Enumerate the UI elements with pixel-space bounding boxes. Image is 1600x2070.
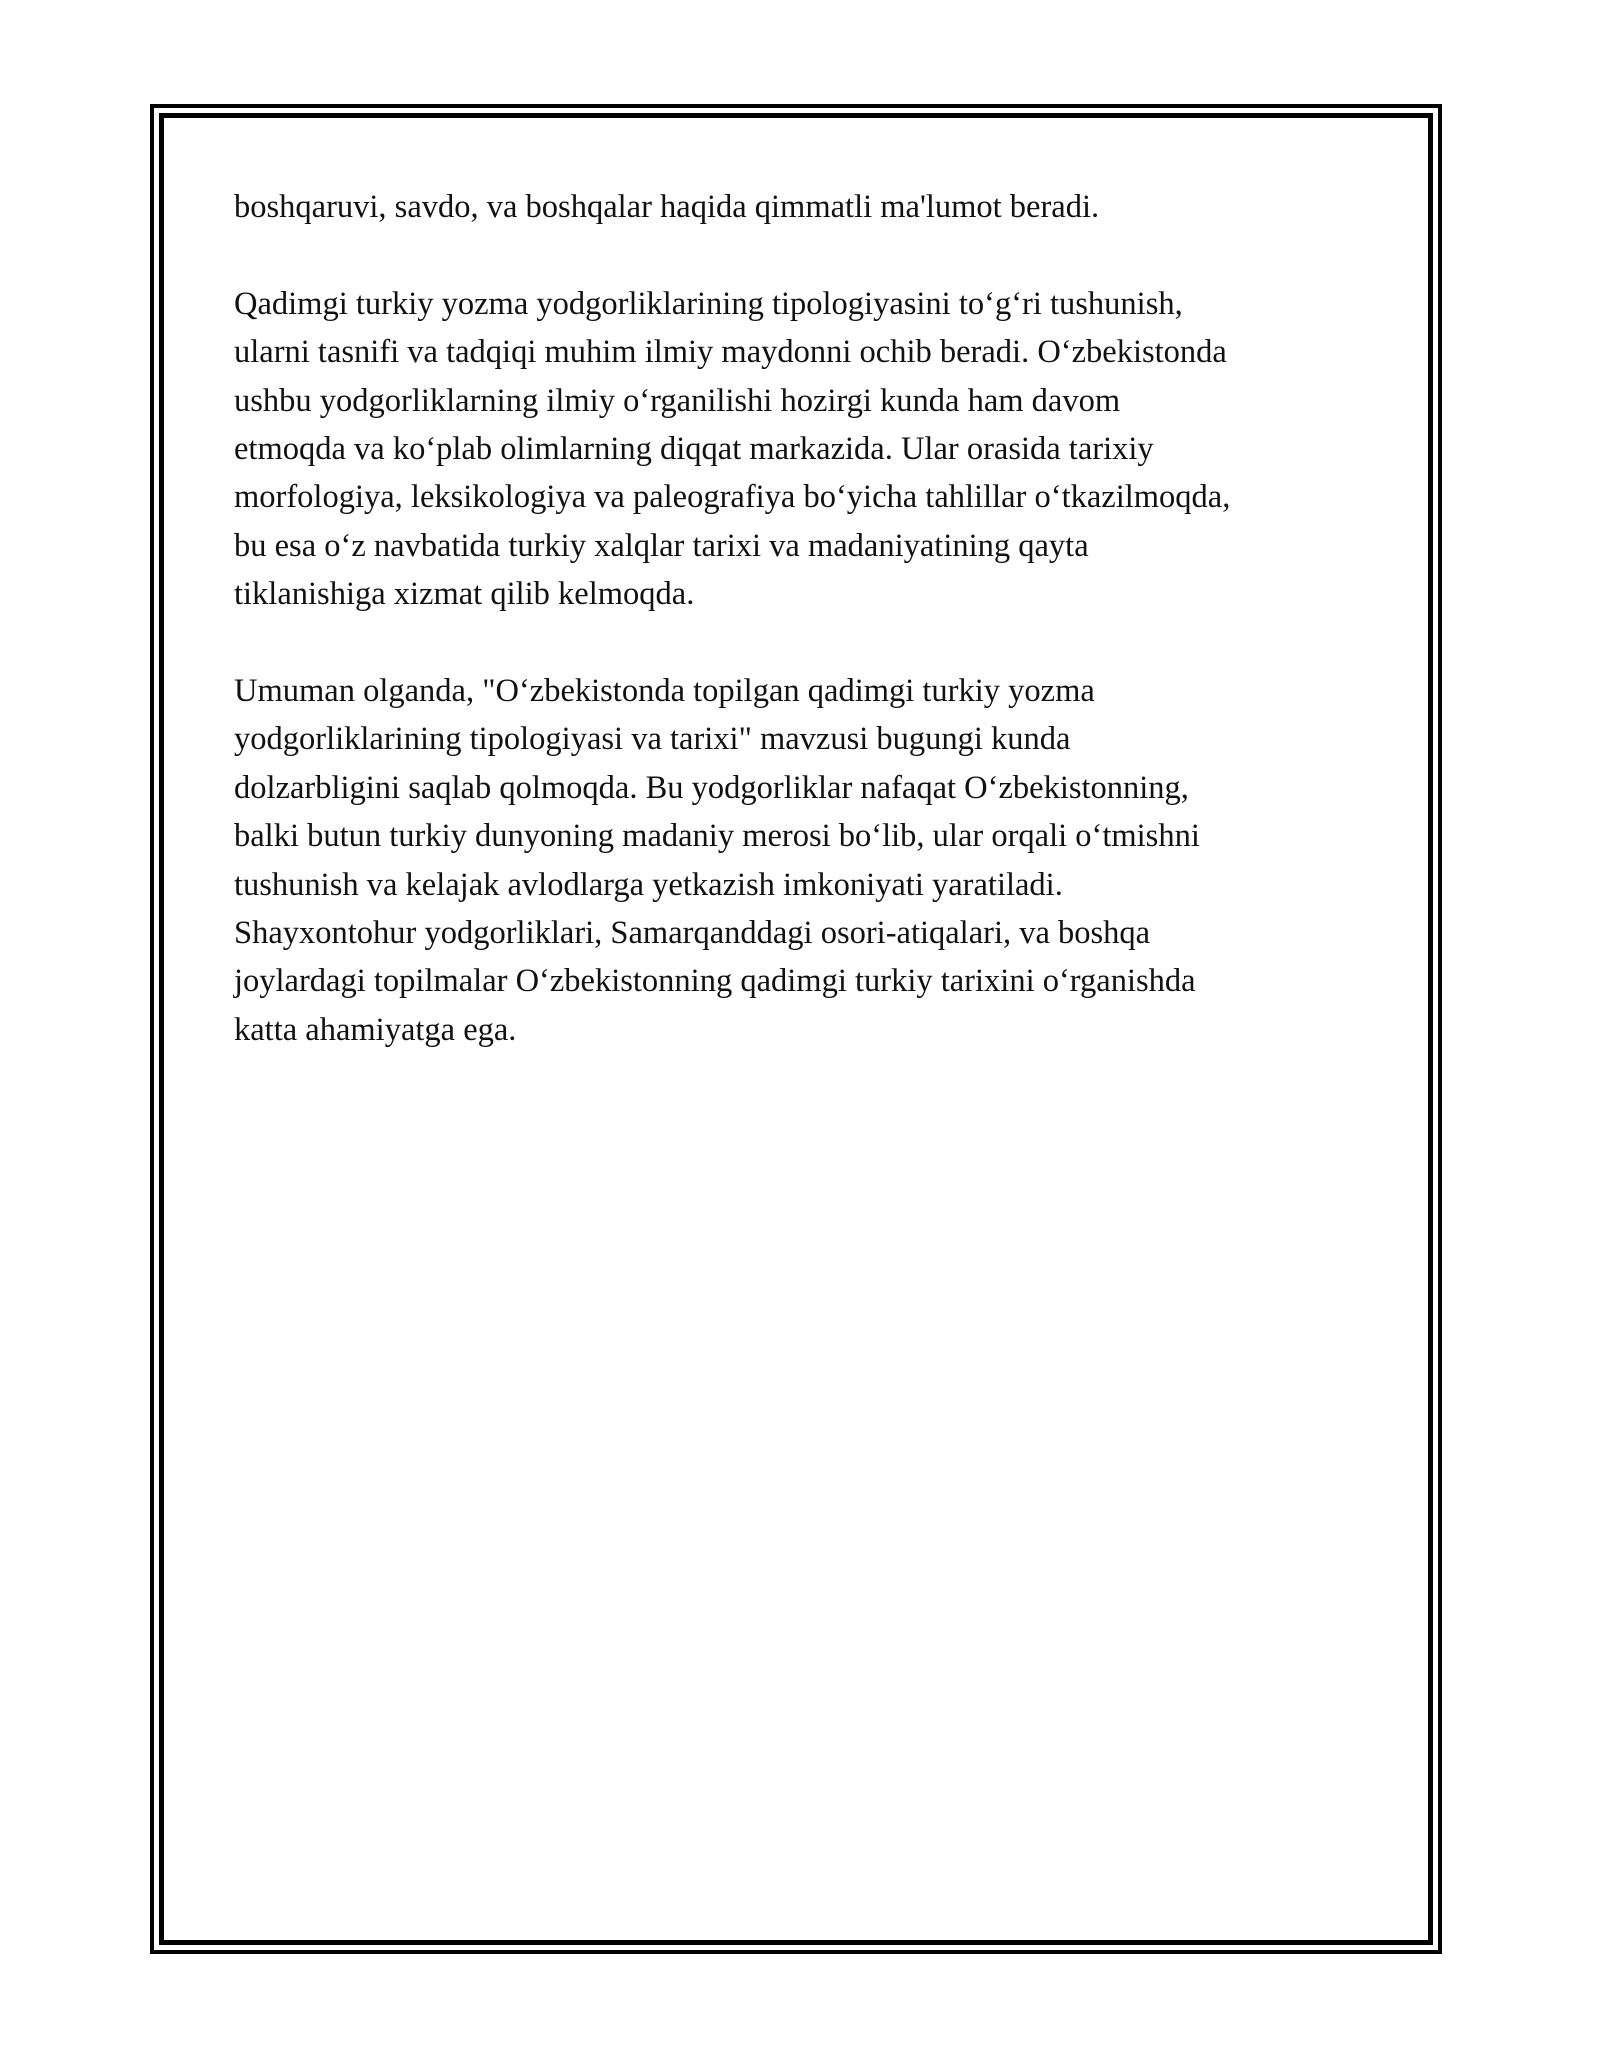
paragraph-typology: Qadimgi turkiy yozma yodgorliklarining tipologiyasini to‘g‘ri tushunish, ularni tasnifi va tadqiqi muhim ilmiy maydonni ochib beradi. O‘zbekistonda ushbu yodgorliklarning ilmiy o‘rganilishi hozirgi kunda ham davom etmoqda va ko‘plab olimlarning diqqat markazida. Ular orasida tarixiy morfologiya, leksikologiya va paleografiya bo‘yicha tahlillar o‘tkazilmoqda, bu esa o‘z navbatida turkiy xalqlar tarixi va madaniyatining qayta tiklanishiga xizmat qilib kelmoqda. [234,285,1231,613]
document-body [234,183,1374,1103]
paragraph-continuation: boshqaruvi, savdo, va boshqalar haqida qimmatli ma'lumot beradi. [234,189,1100,225]
paragraph-conclusion: Umuman olganda, "O‘zbekistonda topilgan qadimgi turkiy yozma yodgorliklarining tipologiyasi va tarixi" mavzusi bugungi kunda dolzarbligini saqlab qolmoqda. Bu yodgorliklar nafaqat O‘zbekistonning, balki butun turkiy dunyoning madaniy merosi bo‘lib, ular orqali o‘tmishni tushunish va kelajak avlodlarga yetkazish imkoniyati yaratiladi. Shayxontohur yodgorliklari, Samarqanddagi osori-atiqalari, va boshqa joylardagi topilmalar O‘zbekistonning qadimgi turkiy tarixini o‘rganishda katta ahamiyatga ega. [234,673,1200,1048]
